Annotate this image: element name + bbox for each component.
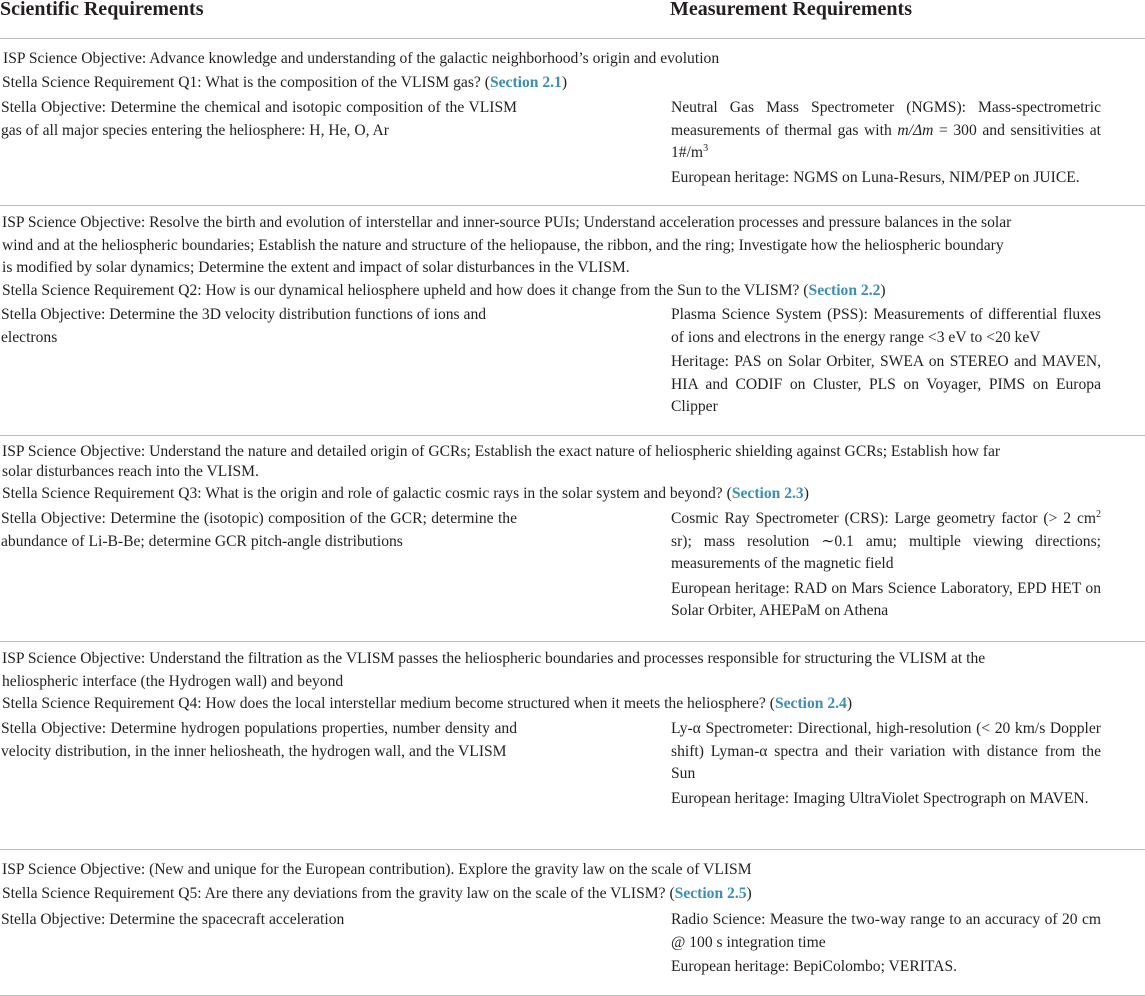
heritage: European heritage: NGMS on Luna-Resurs, NIM/PEP on JUICE. xyxy=(671,168,1080,186)
science-requirement: Stella Science Requirement Q2: How is our dynamical heliosphere upheld and how does it change from the Sun to the VLISM? (Section 2.2) xyxy=(2,282,886,299)
table-header xyxy=(0,0,1145,39)
heritage: European heritage: BepiColombo; VERITAS. xyxy=(671,958,958,976)
stella-objective: Stella Objective: Determine the spacecraft acceleration xyxy=(1,911,345,928)
heritage: European heritage: Imaging UltraViolet Spectrograph on MAVEN. xyxy=(671,789,1089,807)
isp-objective: ISP Science Objective: Understand the nature and detailed origin of GCRs; Establish the exact nature of heliospheric shielding against GCRs; Establish how far solar disturbances reach into the VLISM. xyxy=(2,443,1001,480)
stella-objective: Stella Objective: Determine the chemical and isotopic composition of the VLISM gas of all major species entering the heliosphere: H, He, O, Ar xyxy=(1,99,517,139)
requirement-group-q3 xyxy=(0,436,1145,642)
science-requirement: Stella Science Requirement Q1: What is the composition of the VLISM gas? (Section 2.1) xyxy=(2,74,568,91)
requirement-group-q1 xyxy=(0,39,1145,206)
measurement-requirement: Cosmic Ray Spectrometer (CRS): Large geometry factor (> 2 $cm^2$ sr); mass resolution ∼0.1 amu; multiple viewing directions; measurements of the magnetic field European heritage: RAD on Mars Science Laboratory, EPD HET on Solar Orbiter, AHEPaM on Athena xyxy=(671,508,1101,623)
section-link[interactable]: Section 2.1 xyxy=(489,74,562,91)
section-link[interactable]: Section 2.3 xyxy=(731,485,804,502)
measurement-requirement: Neutral Gas Mass Spectrometer (NGMS): Mass-spectrometric measurements of thermal gas with m/Δm = 300 and sensitivities at $1\#/m^3$ European heritage: NGMS on Luna-Resurs, NIM/PEP on JUICE. xyxy=(671,97,1101,189)
isp-objective: ISP Science Objective: Advance knowledge and understanding of the galactic neighborhood’s origin and evolution xyxy=(3,50,720,67)
isp-objective: ISP Science Objective: (New and unique for the European contribution). Explore the gravity law on the scale of VLISM xyxy=(2,861,752,878)
stella-objective: Stella Objective: Determine the 3D velocity distribution functions of ions and electrons xyxy=(1,306,487,346)
section-link[interactable]: Section 2.2 xyxy=(808,282,881,299)
section-link[interactable]: Section 2.5 xyxy=(674,885,747,902)
requirement-group-q4 xyxy=(0,642,1145,850)
measurement-requirement: Radio Science: Measure the two-way range to an accuracy of 20 cm @ 100 s integration time European heritage: BepiColombo; VERITAS. xyxy=(671,909,1101,979)
section-link[interactable]: Section 2.4 xyxy=(774,695,847,712)
heritage: European heritage: RAD on Mars Science Laboratory, EPD HET on Solar Orbiter, AHEPaM on Athena xyxy=(671,579,1101,620)
science-requirement: Stella Science Requirement Q4: How does the local interstellar medium become structured when it meets the heliosphere? (Section 2.4) xyxy=(2,695,853,712)
measurement-requirement: Ly-α Spectrometer: Directional, high-resolution (< 20 km/s Doppler shift) Lyman-α spectra and their variation with distance from the Sun European heritage: Imaging UltraViolet Spectrograph on MAVEN. xyxy=(671,718,1101,810)
isp-objective: ISP Science Objective: Resolve the birth and evolution of interstellar and inner-source PUIs; Understand acceleration processes and pressure balances in the solar wind and at the heliospheric boundaries; Establish the nature and structure of the heliopause, the ribbon, and the ring; Investigate how the heliospheric boundary is modified by solar dynamics; Determine the extent and impact of solar disturbances in the VLISM. xyxy=(2,214,1012,277)
stella-objective: Stella Objective: Determine hydrogen populations properties, number density and velocity distribution, in the inner heliosheath, the hydrogen wall, and the VLISM xyxy=(1,720,517,760)
isp-objective: ISP Science Objective: Understand the filtration as the VLISM passes the heliospheric boundaries and processes responsible for structuring the VLISM at the heliospheric interface (the Hydrogen wall) and beyond xyxy=(2,650,986,690)
header-scientific-requirements: Scientific Requirements xyxy=(0,0,204,20)
measurement-requirement: Plasma Science System (PSS): Measurements of differential fluxes of ions and electrons in the energy range <3 eV to <20 keV Heritage: PAS on Solar Orbiter, SWEA on STEREO and MAVEN, HIA and CODIF on Cluster, PLS on Voyager, PIMS on Europa Clipper xyxy=(671,304,1101,419)
requirement-group-q5 xyxy=(0,850,1145,996)
stella-objective: Stella Objective: Determine the (isotopic) composition of the GCR; determine the abundance of Li-B-Be; determine GCR pitch-angle distributions xyxy=(1,510,517,550)
science-requirement: Stella Science Requirement Q3: What is the origin and role of galactic cosmic rays in the solar system and beyond? (Section 2.3) xyxy=(2,485,809,502)
header-measurement-requirements: Measurement Requirements xyxy=(670,0,912,20)
requirement-group-q2 xyxy=(0,206,1145,436)
science-requirement: Stella Science Requirement Q5: Are there any deviations from the gravity law on the scale of the VLISM? (Section 2.5) xyxy=(2,885,752,902)
heritage: Heritage: PAS on Solar Orbiter, SWEA on STEREO and MAVEN, HIA and CODIF on Cluster, PLS on Voyager, PIMS on Europa Clipper xyxy=(671,353,1101,416)
